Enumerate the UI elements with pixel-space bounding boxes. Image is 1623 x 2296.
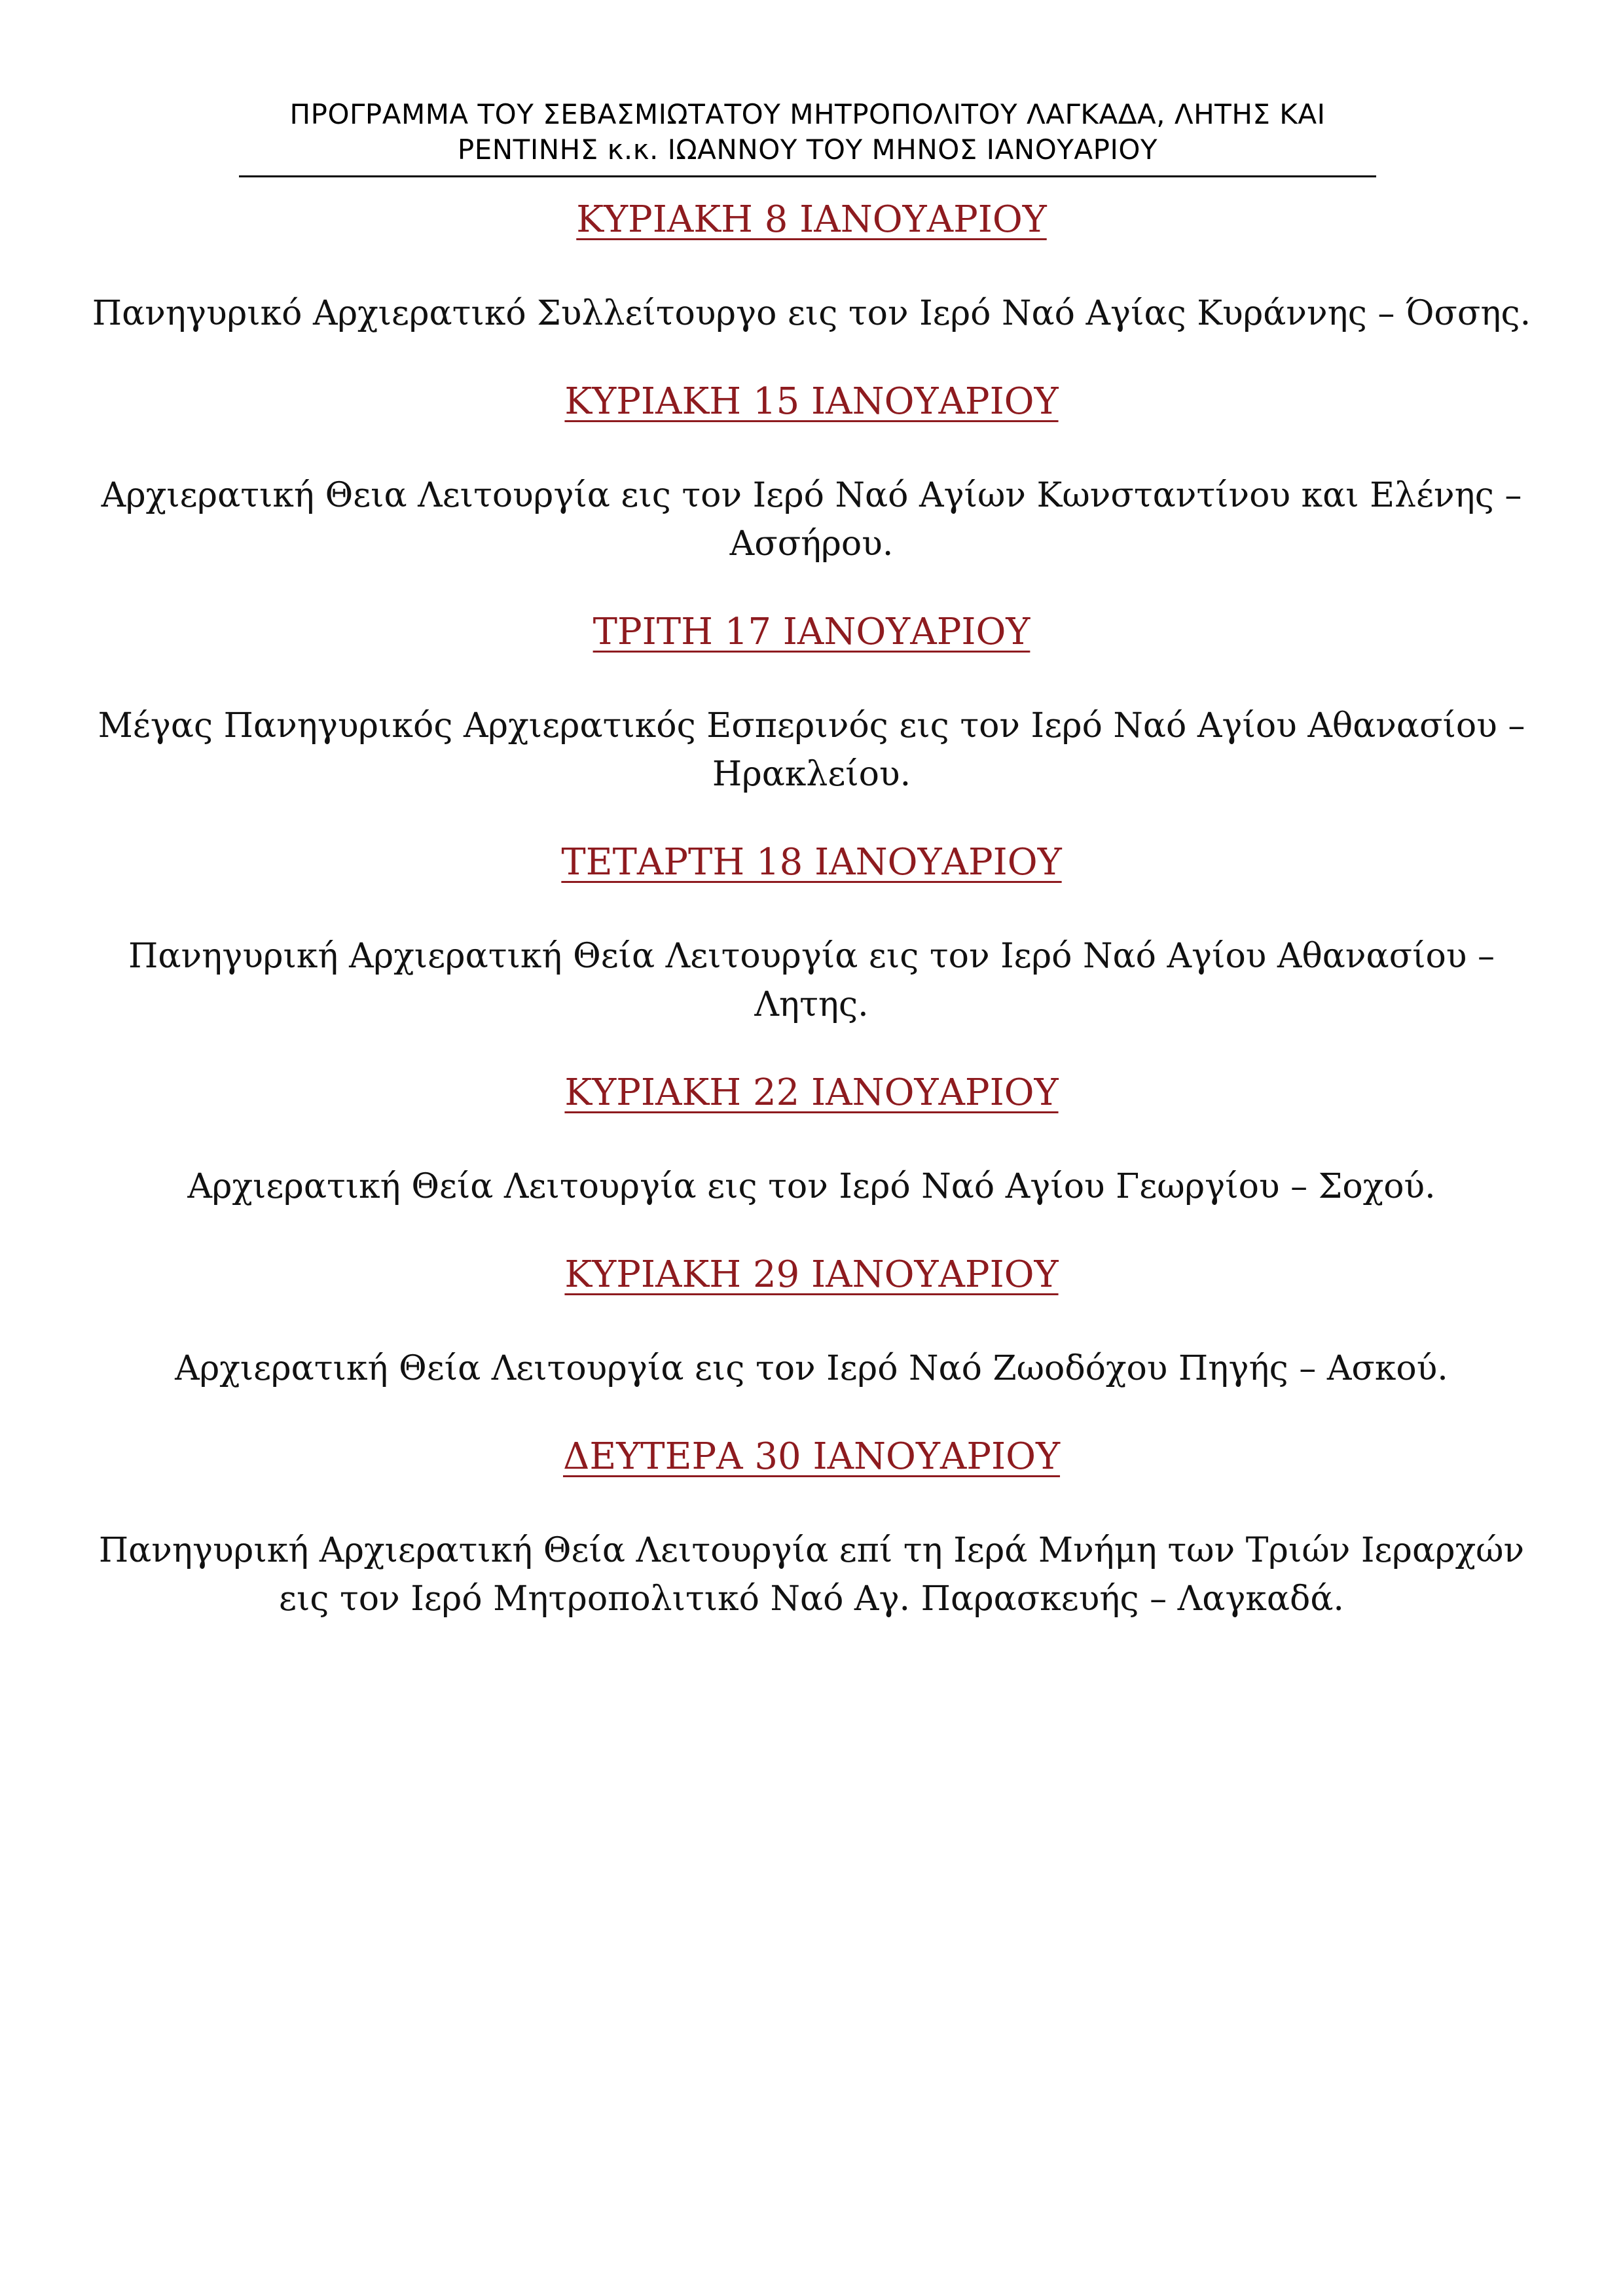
entry-event	[72, 289, 1551, 338]
schedule-entry	[72, 1251, 1551, 1393]
header-divider	[239, 175, 1376, 177]
event-line-1: Αρχιερατική Θεία Λειτουργία εις τον Ιερό Ναό Αγίου Γεωργίου – Σοχού.	[187, 1167, 1436, 1206]
entry-event	[72, 471, 1551, 568]
entry-event	[72, 932, 1551, 1029]
event-line-2: Ηρακλείου.	[712, 755, 911, 794]
entry-date: ΤΕΤΑΡΤΗ 18 ΙΑΝΟΥΑΡΙΟΥ	[561, 841, 1062, 884]
schedule-entry	[72, 839, 1551, 1029]
event-line-2: Λητης.	[754, 985, 869, 1024]
event-line-1: Πανηγυρική Αρχιερατική Θεία Λειτουργία εις τον Ιερό Ναό Αγίου Αθανασίου –	[128, 937, 1495, 976]
entry-date: ΚΥΡΙΑΚΗ 29 ΙΑΝΟΥΑΡΙΟΥ	[564, 1253, 1059, 1296]
event-line-1: Πανηγυρική Αρχιερατική Θεία Λειτουργία επί τη Ιερά Μνήμη των Τριών Ιεραρχών	[98, 1531, 1525, 1570]
entry-event	[72, 1162, 1551, 1211]
schedule-entry	[72, 1069, 1551, 1211]
event-line-2: Ασσήρου.	[729, 524, 894, 564]
event-line-1: Αρχιερατική Θεια Λειτουργία εις τον Ιερό Ναό Αγίων Κωνσταντίνου και Ελένης –	[101, 476, 1522, 515]
schedule-entry	[72, 1433, 1551, 1623]
schedule-entry	[72, 609, 1551, 798]
schedule-list	[72, 196, 1551, 1623]
header-line-2: ΡΕΝΤΙΝΗΣ κ.κ. ΙΩΑΝΝΟΥ ΤΟΥ ΜΗΝΟΣ ΙΑΝΟΥΑΡΙΟΥ	[457, 134, 1158, 166]
event-line-2: εις τον Ιερό Μητροπολιτικό Ναό Αγ. Παρασκευής – Λαγκαδά.	[279, 1579, 1344, 1619]
header-line-1: ΠΡΟΓΡΑΜΜΑ ΤΟΥ ΣΕΒΑΣΜΙΩΤΑΤΟΥ ΜΗΤΡΟΠΟΛΙΤΟΥ ΛΑΓΚΑΔΑ, ΛΗΤΗΣ ΚΑΙ	[289, 98, 1326, 130]
schedule-entry	[72, 378, 1551, 568]
schedule-entry	[72, 196, 1551, 338]
entry-date: ΚΥΡΙΑΚΗ 8 ΙΑΝΟΥΑΡΙΟΥ	[576, 198, 1047, 241]
entry-date: ΔΕΥΤΕΡΑ 30 ΙΑΝΟΥΑΡΙΟΥ	[562, 1435, 1061, 1478]
event-line-1: Πανηγυρικό Αρχιερατικό Συλλείτουργο εις τον Ιερό Ναό Αγίας Κυράννης – Όσσης.	[92, 294, 1531, 333]
event-line-1: Αρχιερατική Θεία Λειτουργία εις τον Ιερό Ναό Ζωοδόχου Πηγής – Ασκού.	[175, 1349, 1448, 1388]
entry-event	[72, 1526, 1551, 1623]
entry-date: ΚΥΡΙΑΚΗ 22 ΙΑΝΟΥΑΡΙΟΥ	[564, 1071, 1059, 1114]
document-header	[239, 97, 1376, 168]
entry-event	[72, 702, 1551, 798]
entry-event	[72, 1344, 1551, 1393]
event-line-1: Μέγας Πανηγυρικός Αρχιερατικός Εσπερινός εις τον Ιερό Ναό Αγίου Αθανασίου –	[98, 706, 1525, 745]
entry-date: ΚΥΡΙΑΚΗ 15 ΙΑΝΟΥΑΡΙΟΥ	[564, 380, 1059, 423]
entry-date: ΤΡΙΤΗ 17 ΙΑΝΟΥΑΡΙΟΥ	[593, 611, 1030, 653]
